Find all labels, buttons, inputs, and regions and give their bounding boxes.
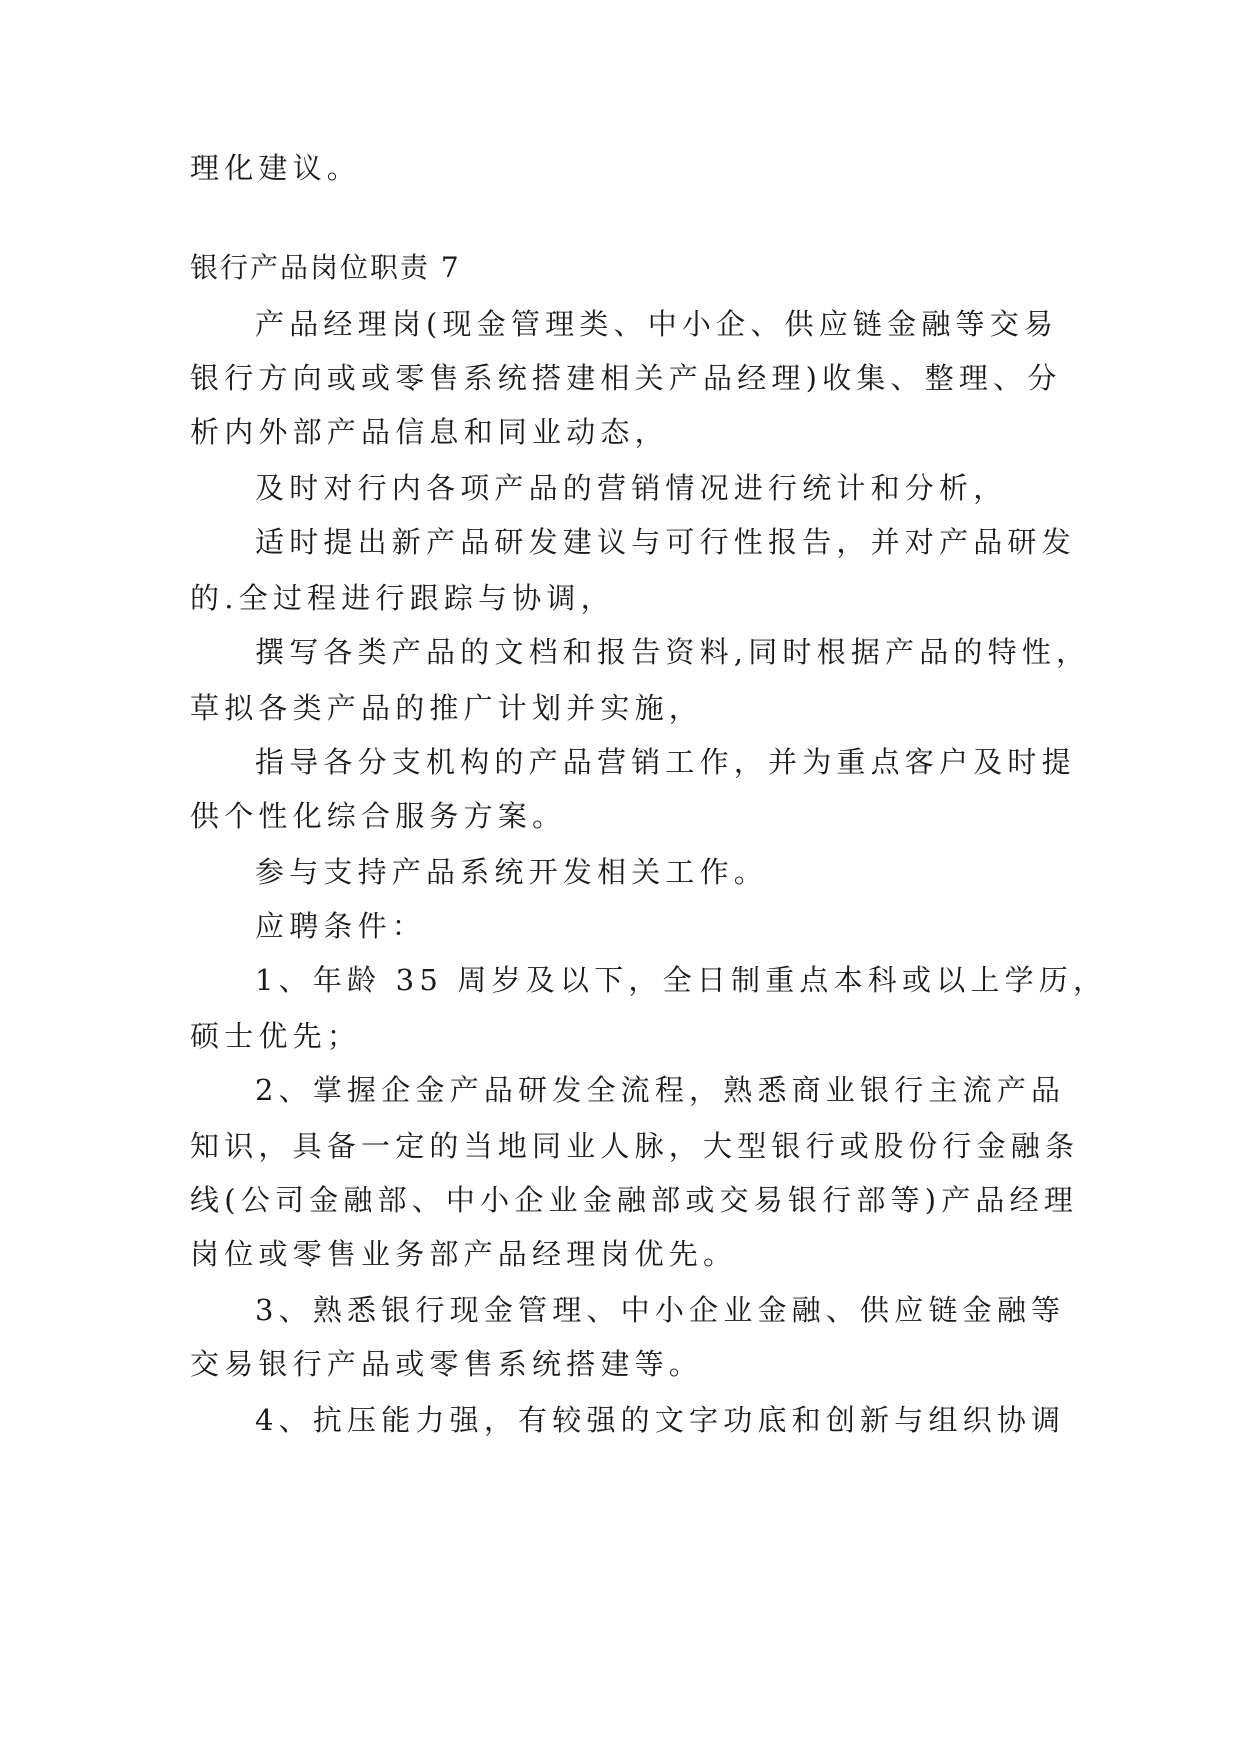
paragraph-line: 2、掌握企金产品研发全流程，熟悉商业银行主流产品 bbox=[255, 1073, 1066, 1107]
paragraph-line: 参与支持产品系统开发相关工作。 bbox=[255, 855, 769, 889]
paragraph-line: 交易银行产品或零售系统搭建等。 bbox=[190, 1347, 704, 1381]
paragraph-line: 岗位或零售业务部产品经理岗优先。 bbox=[190, 1237, 738, 1271]
paragraph-line: 银行方向或或零售系统搭建相关产品经理)收集、整理、分 bbox=[190, 361, 1062, 395]
paragraph-line: 及时对行内各项产品的营销情况进行统计和分析， bbox=[255, 471, 1008, 505]
paragraph-line: 4、抗压能力强，有较强的文字功底和创新与组织协调 bbox=[255, 1403, 1066, 1437]
paragraph-line: 硕士优先； bbox=[190, 1019, 362, 1053]
paragraph-line: 线(公司金融部、中小企业金融部或交易银行部等)产品经理 bbox=[190, 1183, 1079, 1217]
paragraph-line: 草拟各类产品的推广计划并实施， bbox=[190, 691, 704, 725]
paragraph-line: 的.全过程进行跟踪与协调， bbox=[190, 581, 615, 615]
paragraph-line: 供个性化综合服务方案。 bbox=[190, 799, 567, 833]
section-heading: 银行产品岗位职责 7 bbox=[190, 251, 461, 284]
text-line: 理化建议。 bbox=[190, 151, 362, 185]
paragraph-line: 应聘条件： bbox=[255, 909, 427, 943]
paragraph-line: 3、熟悉银行现金管理、中小企业金融、供应链金融等 bbox=[255, 1293, 1066, 1327]
paragraph-line: 1、年龄 35 周岁及以下，全日制重点本科或以上学历， bbox=[255, 963, 1108, 997]
paragraph-line: 析内外部产品信息和同业动态， bbox=[190, 415, 669, 449]
paragraph-line: 指导各分支机构的产品营销工作，并为重点客户及时提 bbox=[255, 745, 1076, 779]
paragraph-line: 产品经理岗(现金管理类、中小企、供应链金融等交易 bbox=[255, 307, 1059, 341]
paragraph-line: 适时提出新产品研发建议与可行性报告，并对产品研发 bbox=[255, 525, 1076, 559]
paragraph-line: 撰写各类产品的文档和报告资料,同时根据产品的特性， bbox=[255, 635, 1091, 669]
paragraph-line: 知识，具备一定的当地同业人脉，大型银行或股份行金融条 bbox=[190, 1129, 1080, 1163]
